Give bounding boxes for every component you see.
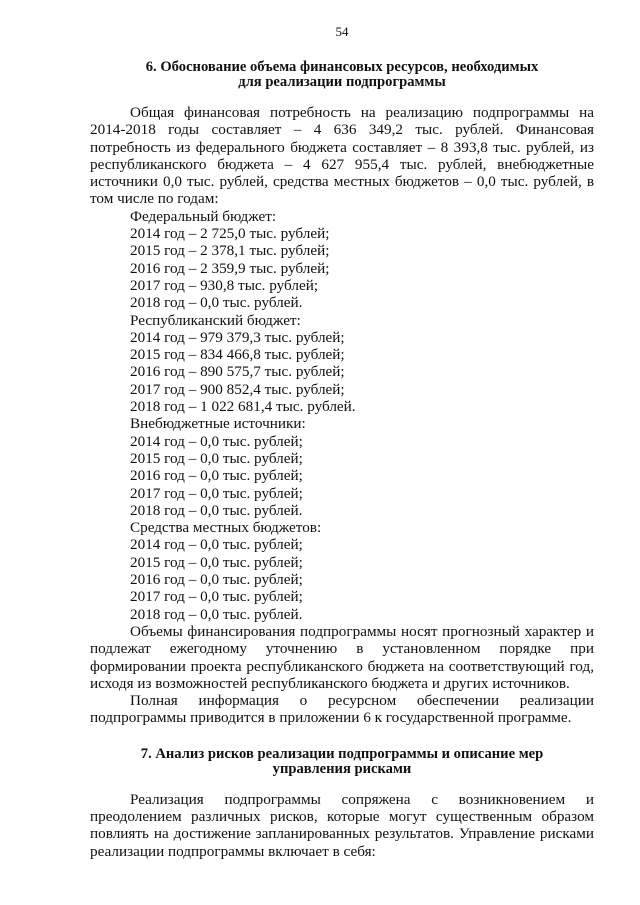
funding-group-title: Федеральный бюджет: <box>130 207 277 225</box>
section-7-heading <box>90 747 594 777</box>
section-7-paragraph: Реализация подпрограммы сопряжена с возникновением и преодолением различных рисков, которые могут существенным образом повлиять на достижение запланированных результатов. Управление рисками реализации подпрограммы включает в себя: <box>90 790 594 860</box>
funding-by-year-list <box>90 208 594 623</box>
funding-line: 2018 год – 0,0 тыс. рублей. <box>130 501 303 519</box>
full-info-paragraph: Полная информация о ресурсном обеспечении реализации подпрограммы приводится в приложении 6 к государственной программе. <box>90 692 594 727</box>
section-6-heading-line-2: для реализации подпрограммы <box>238 74 446 90</box>
funding-line: 2014 год – 979 379,3 тыс. рублей; <box>130 328 345 346</box>
funding-group-title: Республиканский бюджет: <box>130 311 301 329</box>
funding-line: 2018 год – 0,0 тыс. рублей. <box>130 605 303 623</box>
funding-line: 2016 год – 0,0 тыс. рублей; <box>130 571 303 589</box>
funding-line: 2014 год – 2 725,0 тыс. рублей; <box>130 225 330 243</box>
funding-line: 2017 год – 930,8 тыс. рублей; <box>130 276 319 294</box>
funding-line: 2018 год – 1 022 681,4 тыс. рублей. <box>130 398 356 416</box>
funding-line: 2015 год – 834 466,8 тыс. рублей; <box>130 346 345 364</box>
section-7-heading-line-2: управления рисками <box>272 760 412 777</box>
section-6-heading-line-1: 6. Обоснование объема финансовых ресурсов, необходимых <box>145 59 539 75</box>
funding-line: 2014 год – 0,0 тыс. рублей; <box>130 432 303 450</box>
funding-line: 2017 год – 900 852,4 тыс. рублей; <box>130 380 345 398</box>
funding-line: 2015 год – 0,0 тыс. рублей; <box>130 449 303 467</box>
funding-line: 2017 год – 0,0 тыс. рублей; <box>130 484 303 502</box>
funding-line: 2017 год – 0,0 тыс. рублей; <box>130 588 303 606</box>
section-6-intro-paragraph: Общая финансовая потребность на реализацию подпрограммы на 2014-2018 годы составляет – 4 636 349,2 тыс. рублей. Финансовая потребность из федерального бюджета составляет – 8 393,8 тыс. рублей, из республиканского бюджета – 4 627 955,4 тыс. рублей, внебюджетные источники 0,0 тыс. рублей, средства местных бюджетов – 0,0 тыс. рублей, в том числе по годам: <box>90 104 594 208</box>
page-number: 54 <box>335 24 349 39</box>
funding-line: 2016 год – 0,0 тыс. рублей; <box>130 467 303 485</box>
section-7-heading-line-1: 7. Анализ рисков реализации подпрограммы и описание мер <box>140 745 544 762</box>
funding-line: 2018 год – 0,0 тыс. рублей. <box>130 294 303 312</box>
funding-line: 2015 год – 2 378,1 тыс. рублей; <box>130 242 330 260</box>
funding-group-title: Средства местных бюджетов: <box>130 519 322 537</box>
funding-line: 2014 год – 0,0 тыс. рублей; <box>130 536 303 554</box>
funding-line: 2016 год – 890 575,7 тыс. рублей; <box>130 363 345 381</box>
funding-forecast-paragraph: Объемы финансирования подпрограммы носят прогнозный характер и подлежат ежегодному уточнению в установленном порядке при формировании проекта республиканского бюджета на соответствующий год, исходя из возможностей республиканского бюджета и других источников. <box>90 622 594 692</box>
funding-line: 2015 год – 0,0 тыс. рублей; <box>130 553 303 571</box>
funding-line: 2016 год – 2 359,9 тыс. рублей; <box>130 259 330 277</box>
section-6-heading <box>90 60 594 90</box>
funding-group-title: Внебюджетные источники: <box>130 415 306 433</box>
